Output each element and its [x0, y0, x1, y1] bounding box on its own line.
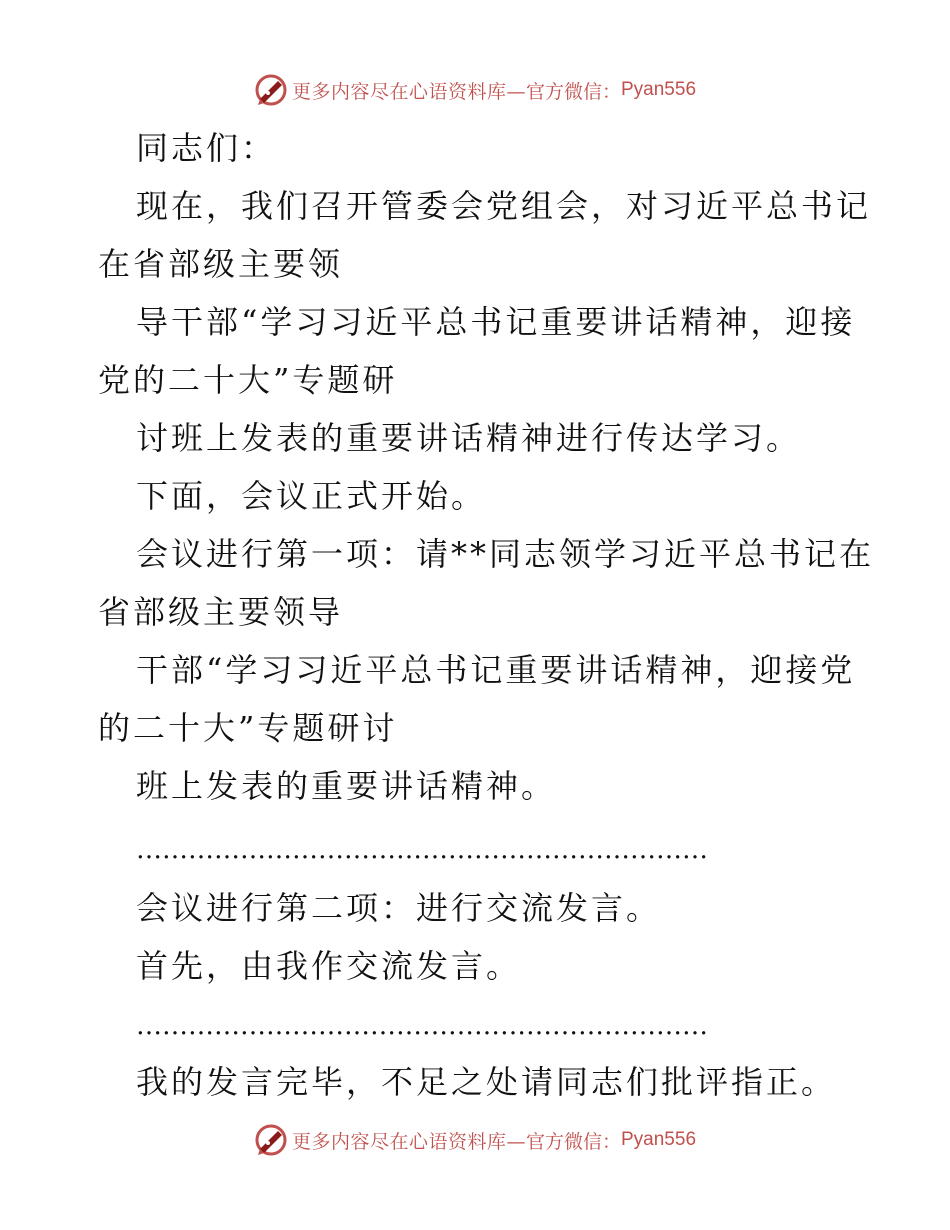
body-line: 的二十大”专题研讨 — [98, 709, 398, 747]
footer-wechat-label: 官方微信： — [525, 1130, 621, 1153]
body-line: 班上发表的重要讲话精神。 — [136, 767, 557, 805]
footer-text: 更多内容尽在心语资料库— — [291, 1130, 526, 1153]
body-line: 省部级主要领导 — [98, 593, 344, 631]
body-line: 会议进行第二项：进行交流发言。 — [136, 889, 662, 927]
ellipsis-line: ………………………………………………………… — [136, 1011, 708, 1041]
pen-logo-icon — [254, 1123, 288, 1157]
footer-banner — [0, 1122, 950, 1158]
body-line: 党的二十大”专题研 — [98, 361, 398, 399]
header-text: 更多内容尽在心语资料库— — [291, 80, 526, 103]
body-line: 现在，我们召开管委会党组会，对习近平总书记 — [136, 187, 872, 225]
body-line: 在省部级主要领 — [98, 245, 344, 283]
body-line: 我的发言完毕，不足之处请同志们批评指正。 — [136, 1063, 837, 1101]
body-line: 首先，由我作交流发言。 — [136, 947, 522, 985]
body-line: 下面，会议正式开始。 — [136, 477, 487, 515]
body-line: 会议进行第一项：请**同志领学习近平总书记在 — [136, 535, 875, 573]
header-wechat-label: 官方微信： — [525, 80, 621, 103]
body-line: 干部“学习习近平总书记重要讲话精神，迎接党 — [136, 651, 856, 689]
footer-wechat-id: Pyan556 — [621, 1129, 697, 1150]
header-wechat-id: Pyan556 — [621, 79, 697, 100]
body-line: 讨班上发表的重要讲话精神进行传达学习。 — [136, 419, 802, 457]
ellipsis-line: ………………………………………………………… — [136, 835, 708, 865]
body-line: 导干部“学习习近平总书记重要讲话精神，迎接 — [136, 303, 856, 341]
body-line: 同志们： — [136, 129, 277, 167]
